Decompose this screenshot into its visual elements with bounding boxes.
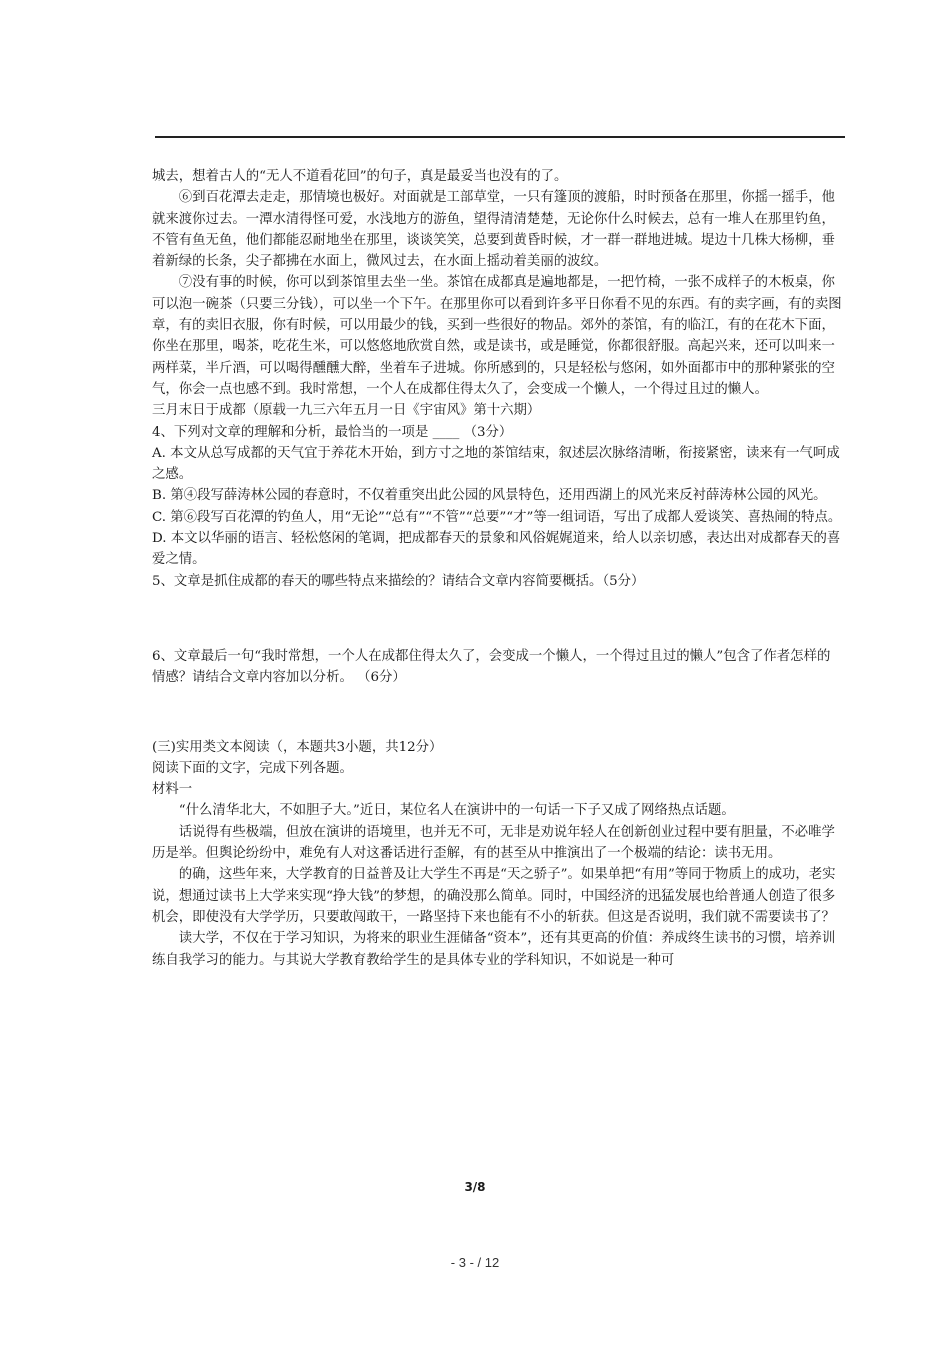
page-footer: - 3 - / 12 xyxy=(450,1255,500,1270)
passage-paragraph: ⑥到百花潭去走走，那情境也极好。对面就是工部草堂，一只有篷顶的渡船，时时预备在那里，你摇一摇手，他就来渡你过去。一潭水清得怪可爱，水浅地方的游鱼，望得清清楚楚，无论你什么时候去，总有一堆人在那里钓鱼，不管有鱼无鱼，他们都能忍耐地坐在那里，谈谈笑笑，总要到黄昏时候，才一群一群地进城。堤边十几株大杨柳，垂着新绿的长条，尖子都拂在水面上，微风过去，在水面上摇动着美丽的波纹。 xyxy=(152,190,835,270)
answer-space xyxy=(152,689,842,737)
material-paragraph: 的确，这些年来，大学教育的日益普及让大学生不再是“天之骄子”。如果单把“有用”等同于物质上的成功，老实说，想通过读书上大学来实现“挣大钱”的梦想，的确没那么简单。同时，中国经济的迅猛发展也给普通人创造了很多机会，即使没有大学学历，只要敢闯敢干，一路坚持下来也能有不小的斩获。但这是否说明，我们就不需要读书了？ xyxy=(152,867,836,925)
document-body xyxy=(152,166,842,971)
header-rule xyxy=(155,136,845,138)
question-6: 6、文章最后一句“我时常想，一个人在成都住得太久了，会变成一个懒人，一个得过且过的懒人”包含了作者怎样的情感？请结合文章内容加以分析。 （6分） xyxy=(152,648,831,686)
section-instruction: 阅读下面的文字，完成下列各题。 xyxy=(152,760,353,776)
question-4-option-d: D. 本文以华丽的语言、轻松悠闲的笔调，把成都春天的景象和风俗娓娓道来，给人以亲切感，表达出对成都春天的喜爱之情。 xyxy=(152,531,841,568)
answer-space xyxy=(152,592,842,646)
passage-source: 三月末日于成都（原载一九三六年五月一日《宇宙风》第十六期） xyxy=(152,403,541,419)
question-4: 4、下列对文章的理解和分析，最恰当的一项是 ____ （3分） xyxy=(152,424,513,440)
question-5: 5、文章是抓住成都的春天的哪些特点来描绘的？请结合文章内容简要概括。（5分） xyxy=(152,573,645,589)
material-label: 材料一 xyxy=(152,782,193,798)
passage-paragraph: 城去，想着古人的“无人不道看花回”的句子，真是最妥当也没有的了。 xyxy=(152,169,568,184)
material-paragraph: 读大学，不仅在于学习知识，为将来的职业生涯储备“资本”，还有其更高的价值：养成终生读书的习惯，培养训练自我学习的能力。与其说大学教育教给学生的是具体专业的学科知识，不如说是一种可 xyxy=(152,931,836,968)
page-number: 3/8 xyxy=(464,1180,486,1194)
material-paragraph: “什么清华北大，不如胆子大。”近日，某位名人在演讲中的一句话一下子又成了网络热点话题。 xyxy=(178,803,735,819)
question-4-option-b: B. 第④段写薛涛林公园的春意时，不仅着重突出此公园的风景特色，还用西湖上的风光来反衬薛涛林公园的风光。 xyxy=(152,488,827,504)
section-heading: (三)实用类文本阅读（，本题共3小题，共12分） xyxy=(152,739,443,755)
question-4-option-a: A. 本文从总写成都的天气宜于养花木开始，到方寸之地的茶馆结束，叙述层次脉络清晰，衔接紧密，读来有一气呵成之感。 xyxy=(152,445,840,483)
question-4-option-c: C. 第⑥段写百花潭的钓鱼人，用“无论”“总有”“不管”“总要”“才”等一组词语，写出了成都人爱谈笑、喜热闹的特点。 xyxy=(152,509,842,525)
passage-paragraph: ⑦没有事的时候，你可以到茶馆里去坐一坐。茶馆在成都真是遍地都是，一把竹椅，一张不成样子的木板桌，你可以泡一碗茶（只要三分钱），可以坐一个下午。在那里你可以看到许多平日你看不见的东西。有的卖字画，有的卖图章，有的卖旧衣服，你有时候，可以用最少的钱，买到一些很好的物品。郊外的茶馆，有的临江，有的在花木下面，你坐在那里，喝茶，吃花生米，可以悠悠地欣赏自然，或是读书，或是睡觉，你都很舒服。高起兴来，还可以叫来一两样菜，半斤酒，可以喝得醺醺大醉，坐着车子进城。你所感到的，只是轻松与悠闲，如外面都市中的那种紧张的空气，你会一点也感不到。我时常想，一个人在成都住得太久了，会变成一个懒人，一个得过且过的懒人。 xyxy=(152,275,842,397)
material-paragraph: 话说得有些极端，但放在演讲的语境里，也并无不可，无非是劝说年轻人在创新创业过程中要有胆量，不必唯学历是举。但舆论纷纷中，难免有人对这番话进行歪解，有的甚至从中推演出了一个极端的结论：读书无用。 xyxy=(152,824,835,862)
